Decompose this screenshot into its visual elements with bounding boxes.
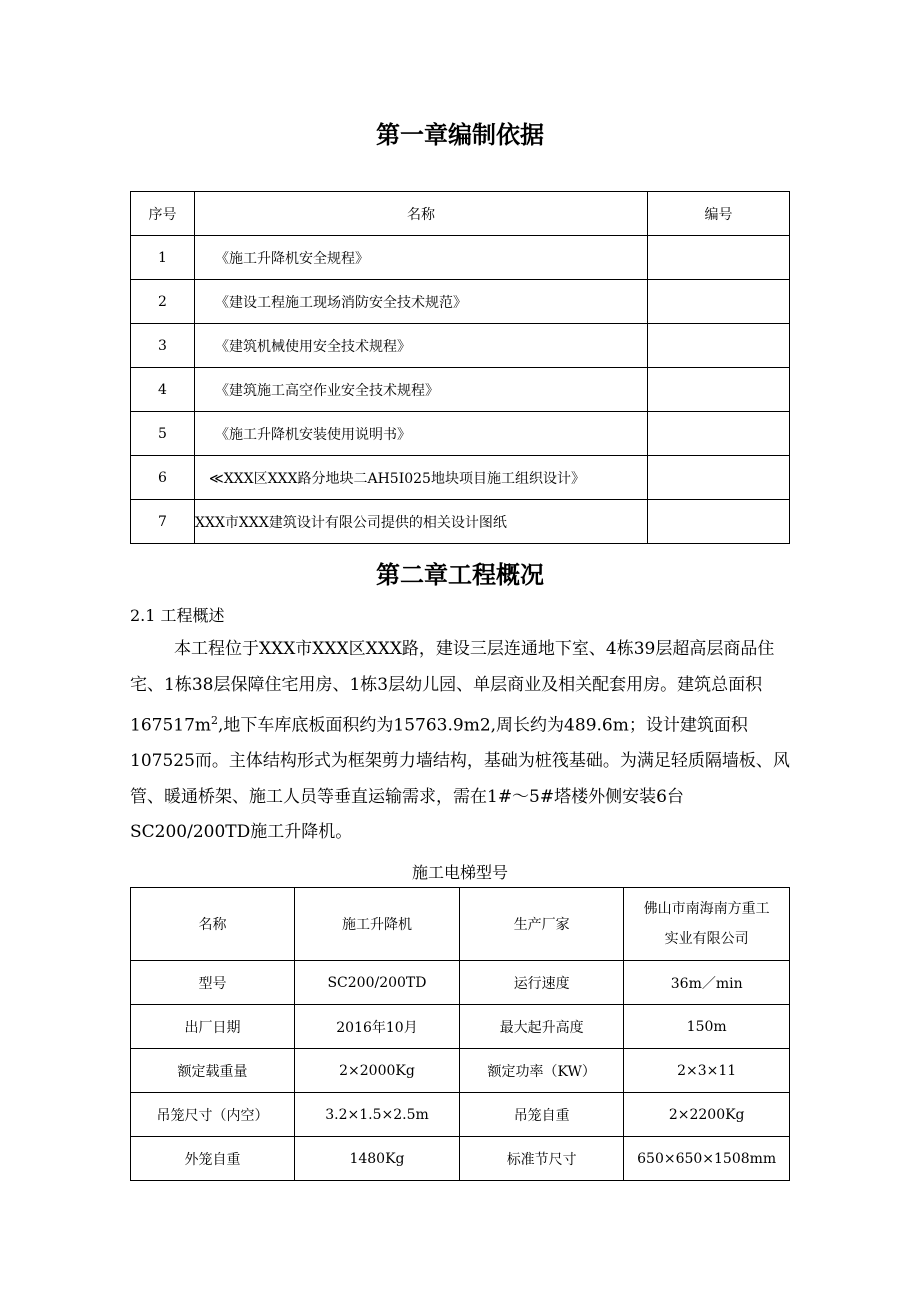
spec-value: 2×3×11 xyxy=(624,1049,790,1093)
manufacturer-line-2: 实业有限公司 xyxy=(664,931,749,947)
table-row xyxy=(131,1005,790,1049)
row-code xyxy=(648,500,790,544)
table-row xyxy=(131,1049,790,1093)
row-index: 6 xyxy=(131,456,195,500)
table-row xyxy=(131,456,790,500)
table-row xyxy=(131,888,790,961)
table-row xyxy=(131,1137,790,1181)
table-row xyxy=(131,500,790,544)
references-table xyxy=(130,191,790,544)
spec-value: 2×2000Kg xyxy=(294,1049,459,1093)
section-heading: 2.1 工程概述 xyxy=(130,606,225,625)
overview-text-part-2: ,地下车库底板面积约为15763.9m2,周长约为489.6m；设计建筑面积107525而。主体结构形式为框架剪力墙结构，基础为桩筏基础。为满足轻质隔墙板、风管、暖通桥架、施工人员等垂直运输需求，需在1#～5#塔楼外侧安装6台SC200/200TD施工升降机。 xyxy=(130,715,790,843)
spec-value: 3.2×1.5×2.5m xyxy=(294,1093,459,1137)
row-name: ≪XXX区XXX路分地块二AH5I025地块项目施工组织设计》 xyxy=(195,456,648,500)
spec-label: 吊笼尺寸（内空） xyxy=(131,1093,295,1137)
table-row xyxy=(131,324,790,368)
header-code: 编号 xyxy=(648,192,790,236)
row-name: XXX市XXX建筑设计有限公司提供的相关设计图纸 xyxy=(195,500,648,544)
table-row xyxy=(131,961,790,1005)
spec-label: 外笼自重 xyxy=(131,1137,295,1181)
row-name: 《建设工程施工现场消防安全技术规范》 xyxy=(195,280,648,324)
spec-value: 施工升降机 xyxy=(294,888,459,961)
spec-value: 650×650×1508mm xyxy=(624,1137,790,1181)
spec-value: 2016年10月 xyxy=(294,1005,459,1049)
row-index: 4 xyxy=(131,368,195,412)
spec-label: 型号 xyxy=(131,961,295,1005)
spec-label: 名称 xyxy=(131,888,295,961)
spec-label: 运行速度 xyxy=(460,961,624,1005)
row-code xyxy=(648,236,790,280)
chapter-2-title: 第二章工程概况 xyxy=(376,561,544,589)
manufacturer-line-1: 佛山市南海南方重工 xyxy=(643,901,770,917)
spec-label: 最大起升高度 xyxy=(460,1005,624,1049)
header-index: 序号 xyxy=(131,192,195,236)
elevator-spec-table xyxy=(130,887,790,1181)
row-name: 《施工升降机安全规程》 xyxy=(195,236,648,280)
spec-label: 标准节尺寸 xyxy=(460,1137,624,1181)
spec-table-caption: 施工电梯型号 xyxy=(411,863,508,882)
row-name: 《建筑施工高空作业安全技术规程》 xyxy=(195,368,648,412)
row-name: 《建筑机械使用安全技术规程》 xyxy=(195,324,648,368)
spec-label: 吊笼自重 xyxy=(460,1093,624,1137)
row-index: 3 xyxy=(131,324,195,368)
spec-value: 2×2200Kg xyxy=(624,1093,790,1137)
overview-paragraph xyxy=(130,632,790,851)
row-index: 5 xyxy=(131,412,195,456)
overview-text-part-1: 本工程位于XXX市XXX区XXX路，建设三层连通地下室、4栋39层超高层商品住宅、1栋38层保障住宅用房、1栋3层幼儿园、单层商业及相关配套用房。建筑总面积167517m xyxy=(130,639,775,736)
chapter-1-title: 第一章编制依据 xyxy=(376,121,544,149)
row-code xyxy=(648,456,790,500)
spec-label: 出厂日期 xyxy=(131,1005,295,1049)
spec-value: 36m／min xyxy=(624,961,790,1005)
row-name: 《施工升降机安装使用说明书》 xyxy=(195,412,648,456)
row-index: 7 xyxy=(131,500,195,544)
spec-value: SC200/200TD xyxy=(294,961,459,1005)
spec-label: 额定载重量 xyxy=(131,1049,295,1093)
table-row xyxy=(131,1093,790,1137)
row-code xyxy=(648,412,790,456)
spec-label: 额定功率（KW） xyxy=(460,1049,624,1093)
table-header-row xyxy=(131,192,790,236)
table-row xyxy=(131,368,790,412)
row-code xyxy=(648,368,790,412)
table-row xyxy=(131,280,790,324)
spec-value: 150m xyxy=(624,1005,790,1049)
table-row xyxy=(131,236,790,280)
table-row xyxy=(131,412,790,456)
superscript-two: 2 xyxy=(211,714,219,727)
manufacturer-value xyxy=(624,888,790,961)
header-name: 名称 xyxy=(195,192,648,236)
row-index: 2 xyxy=(131,280,195,324)
row-code xyxy=(648,324,790,368)
spec-value: 1480Kg xyxy=(294,1137,459,1181)
row-code xyxy=(648,280,790,324)
row-index: 1 xyxy=(131,236,195,280)
spec-label: 生产厂家 xyxy=(460,888,624,961)
